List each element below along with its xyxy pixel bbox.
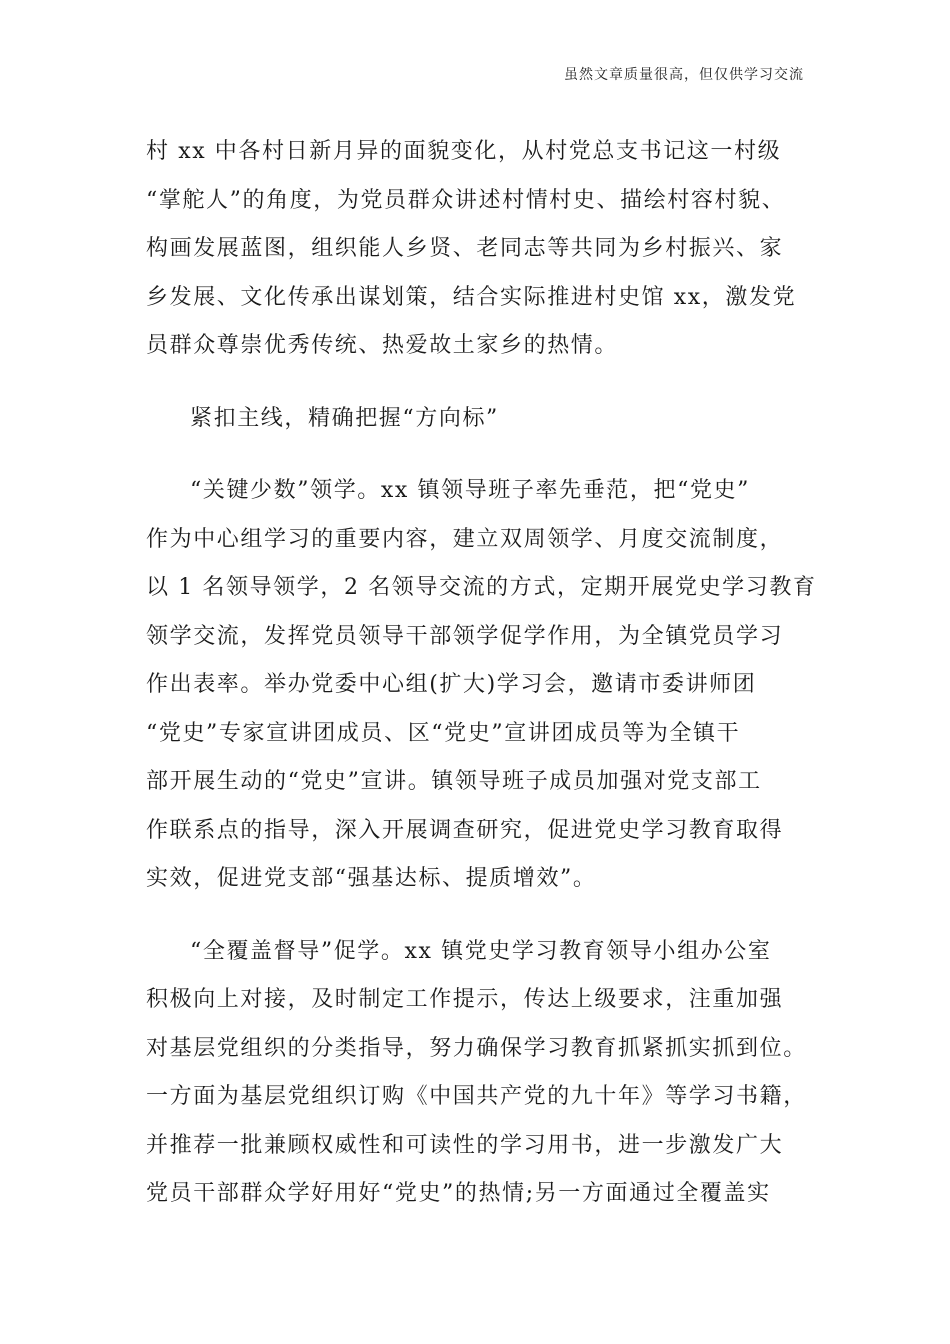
text-line: 以 1 名领导领学，2 名领导交流的方式，定期开展党史学习教育 [146,575,817,600]
text-line: 乡发展、文化传承出谋划策，结合实际推进村史馆 xx，激发党 [146,284,797,310]
section-heading [146,395,806,444]
text-line: 员群众尊崇优秀传统、热爱故土家乡的热情。 [146,333,619,358]
text-line: 对基层党组织的分类指导，努力确保学习教育抓紧抓实抓到位。 [146,1035,807,1061]
text-line: 部开展生动的“党史”宣讲。镇领导班子成员加强对党支部工 [146,769,762,794]
paragraph-full-coverage [146,928,806,1219]
text-line: 作为中心组学习的重要内容，建立双周领学、月度交流制度， [146,526,784,552]
text-line: “掌舵人”的角度，为党员群众讲述村情村史、描绘村容村貌、 [146,187,786,213]
text-line: 村 xx 中各村日新月异的面貌变化，从村党总支书记这一村级 [146,139,782,164]
text-line: 领学交流，发挥党员领导干部领学促学作用，为全镇党员学习 [146,623,784,649]
paragraph-gap [146,904,806,928]
text-line: 党员干部群众学好用好“党史”的热情;另一方面通过全覆盖实 [146,1181,771,1206]
text-line: 紧扣主线，精确把握“方向标” [190,405,499,431]
text-line: 积极向上对接，及时制定工作提示，传达上级要求，注重加强 [146,987,784,1012]
text-line: “关键少数”领学。xx 镇领导班子率先垂范，把“党史” [190,478,750,503]
document-body [146,128,817,1219]
text-line: “全覆盖督导”促学。xx 镇党史学习教育领导小组办公室 [190,938,772,964]
text-line: 构画发展蓝图，组织能人乡贤、老同志等共同为乡村振兴、家 [146,236,784,261]
paragraph-key-minority [146,467,817,904]
text-line: 实效，促进党支部“强基达标、提质增效”。 [146,866,597,891]
text-line: 一方面为基层党组织订购《中国共产党的九十年》等学习书籍， [146,1084,807,1109]
text-line: 作出表率。举办党委中心组(扩大)学习会，邀请市委讲师团 [146,672,757,697]
text-line: “党史”专家宣讲团成员、区“党史”宣讲团成员等为全镇干 [146,720,741,746]
paragraph-village-history [146,128,806,371]
paragraph-gap [146,371,806,395]
paragraph-gap [146,443,806,467]
text-line: 作联系点的指导，深入开展调查研究，促进党史学习教育取得 [146,817,784,843]
header-note: 虽然文章质量很高，但仅供学习交流 [564,67,804,83]
text-line: 并推荐一批兼顾权威性和可读性的学习用书，进一步激发广大 [146,1132,784,1158]
